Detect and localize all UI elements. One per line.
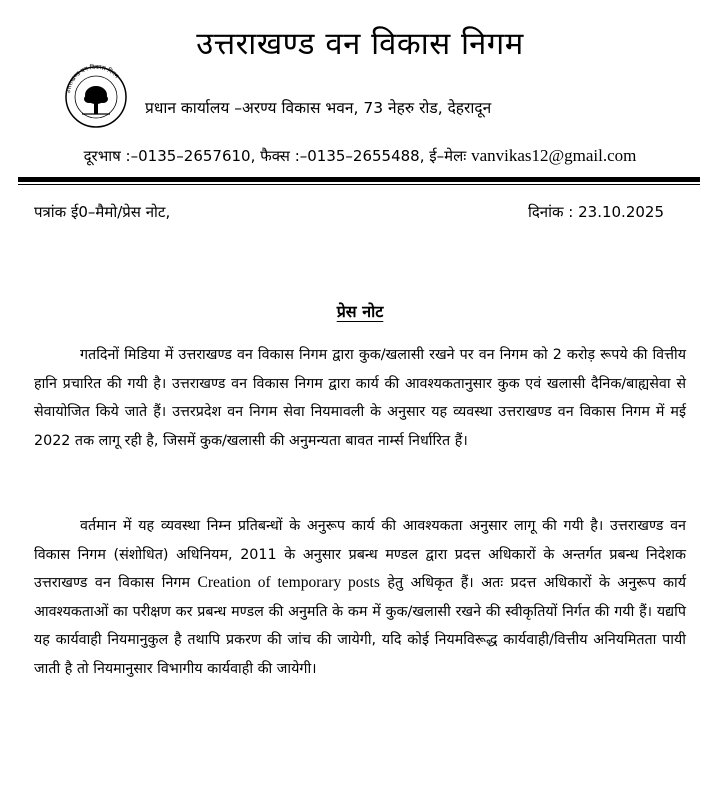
paragraph-2-english-phrase: Creation of temporary posts [197, 574, 380, 591]
document-date: दिनांक : 23.10.2025 [527, 203, 664, 221]
paragraph-2 [34, 512, 686, 683]
email-link[interactable]: vanvikas12@gmail.com [471, 146, 637, 165]
paragraph-2-part-2: हेतु अधिकृत हैं। अतः प्रदत्त अधिकारों के अनुरूप कार्य आवश्यकताओं का परीक्षण कर प्रबन्ध मण्डल की अनुमति के कम में कुक/खलासी रखने की स्वीकृतियों निर्गत की गयी हैं। यद्यपि यह कार्यवाही नियमानुकुल है तथापि प्रकरण की जांच की जायेगी, यदि कोई नियमविरूद्ध कार्यवाही/वित्तीय अनियमितता पायी जाती है तो नियमानुसार विभागीय कार्यवाही की जायेगी। [34, 575, 686, 677]
organization-logo [60, 62, 132, 128]
office-address: प्रधान कार्यालय –अरण्य विकास भवन, 73 नेहरु रोड, देहरादून [145, 99, 492, 117]
document-heading: प्रेस नोट [336, 302, 384, 321]
paragraph-1: गतदिनों मिडिया में उत्तराखण्ड वन विकास निगम द्वारा कुक/खलासी रखने पर वन निगम को 2 करोड़ रूपये की वित्तीय हानि प्रचारित की गयी है। उत्तराखण्ड वन विकास निगम द्वारा कार्य की आवश्यकतानुसार कुक एवं खलासी दैनिक/बाह्यसेवा से सेवायोजित किये जाते हैं। उत्तरप्रदेश वन निगम सेवा नियमावली के अनुसार यह व्यवस्था उत्तराखण्ड वन विकास निगम में मई 2022 तक लागू रही है, जिसमें कुक/खलासी की अनुमन्यता बावत नार्म्स निर्धारित हैं। [34, 347, 686, 449]
reference-number: पत्रांक ई0–मैमो/प्रेस नोट, [34, 203, 171, 221]
logo-text: उत्तराखण्ड वन विकास निगम [65, 63, 120, 94]
contact-numbers: दूरभाष :–0135–2657610, फैक्स :–0135–2655488, ई–मेलः [83, 147, 472, 165]
organization-title: उत्तराखण्ड वन विकास निगम [196, 26, 524, 62]
header-divider-thick [18, 177, 700, 182]
header-divider-thin [18, 184, 700, 185]
contact-line [0, 146, 720, 166]
paragraph-2-part-1: वर्तमान में यह व्यवस्था निम्न प्रतिबन्धों के अनुरूप कार्य की आवश्यकता अनुसार लागू की गयी है। उत्तराखण्ड वन विकास निगम (संशोधित) अधिनियम, 2011 के अनुसार प्रबन्ध मण्डल द्वारा प्रदत्त अधिकारों के अन्तर्गत प्रबन्ध निदेशक उत्तराखण्ड वन विकास निगम [34, 518, 686, 591]
tree-emblem-icon [82, 86, 110, 114]
